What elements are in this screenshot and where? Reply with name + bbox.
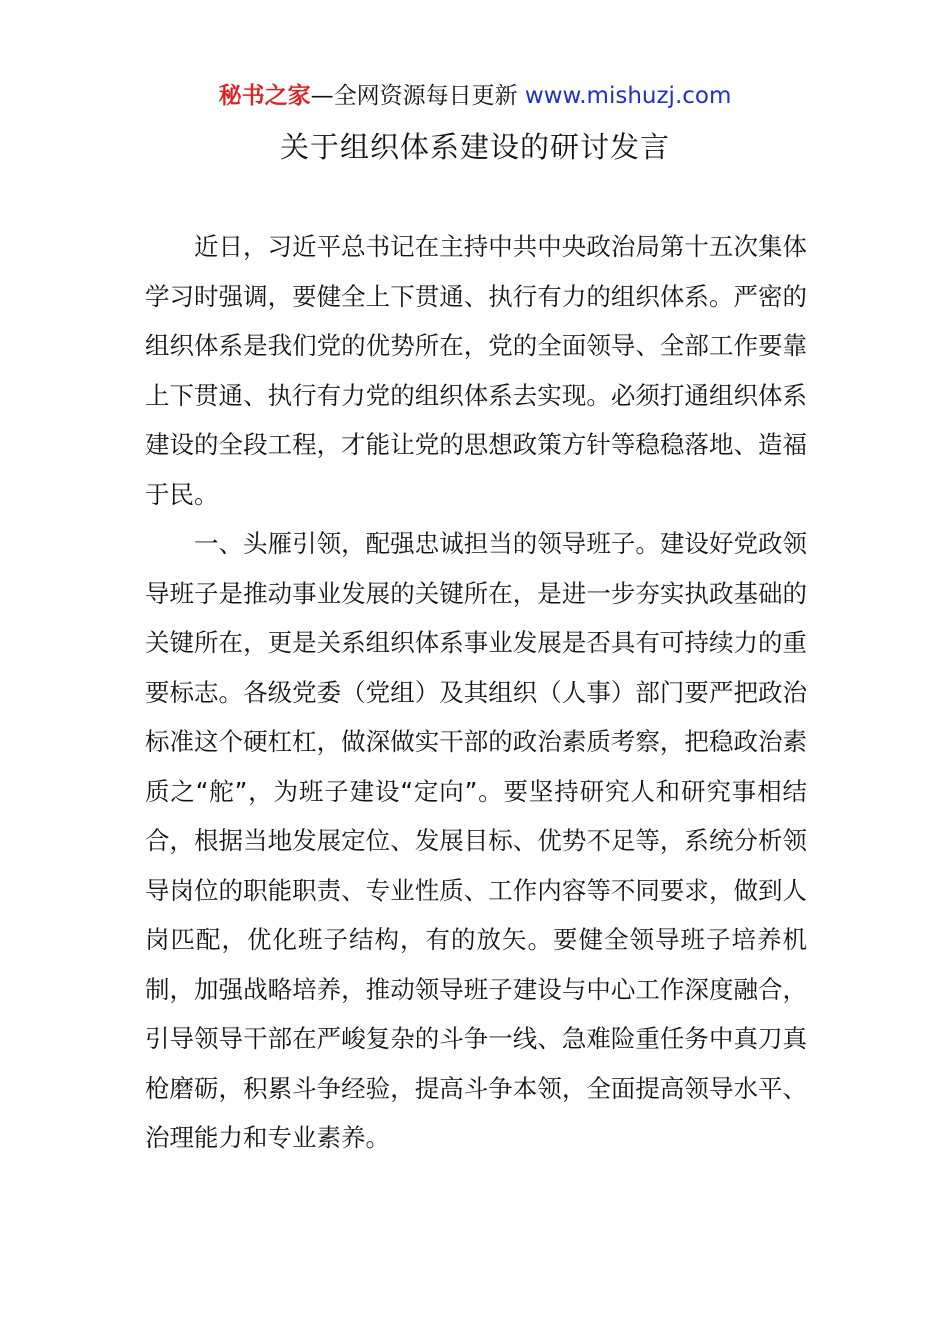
site-url-link[interactable]: www.mishuzj.com: [524, 83, 732, 109]
site-brand: 秘书之家: [218, 83, 311, 109]
paragraph-intro: 近日，习近平总书记在主持中共中央政治局第十五次集体学习时强调，要健全上下贯通、执行有力的组织体系。严密的组织体系是我们党的优势所在，党的全面领导、全部工作要靠上下贯通、执行有力党的组织体系去实现。必须打通组织体系建设的全段工程，才能让党的思想政策方针等稳稳落地、造福于民。: [145, 232, 807, 509]
site-header: [0, 80, 950, 112]
document-body: [145, 222, 807, 1163]
paragraph-section-one: 一、头雁引领，配强忠诚担当的领导班子。建设好党政领导班子是推动事业发展的关键所在，是进一步夯实执政基础的关键所在，更是关系组织体系事业发展是否具有可持续力的重要标志。各级党委（党组）及其组织（人事）部门要严把政治标准这个硬杠杠，做深做实干部的政治素质考察，把稳政治素质之“舵”，为班子建设“定向”。要坚持研究人和研究事相结合，根据当地发展定位、发展目标、优势不足等，系统分析领导岗位的职能职责、专业性质、工作内容等不同要求，做到人岗匹配，优化班子结构，有的放矢。要健全领导班子培养机制，加强战略培养，推动领导班子建设与中心工作深度融合，引导领导干部在严峻复杂的斗争一线、急难险重任务中真刀真枪磨砺，积累斗争经验，提高斗争本领，全面提高领导水平、治理能力和专业素养。: [145, 529, 807, 1152]
site-tagline: —全网资源每日更新: [310, 83, 525, 109]
document-title: 关于组织体系建设的研讨发言: [279, 130, 670, 164]
